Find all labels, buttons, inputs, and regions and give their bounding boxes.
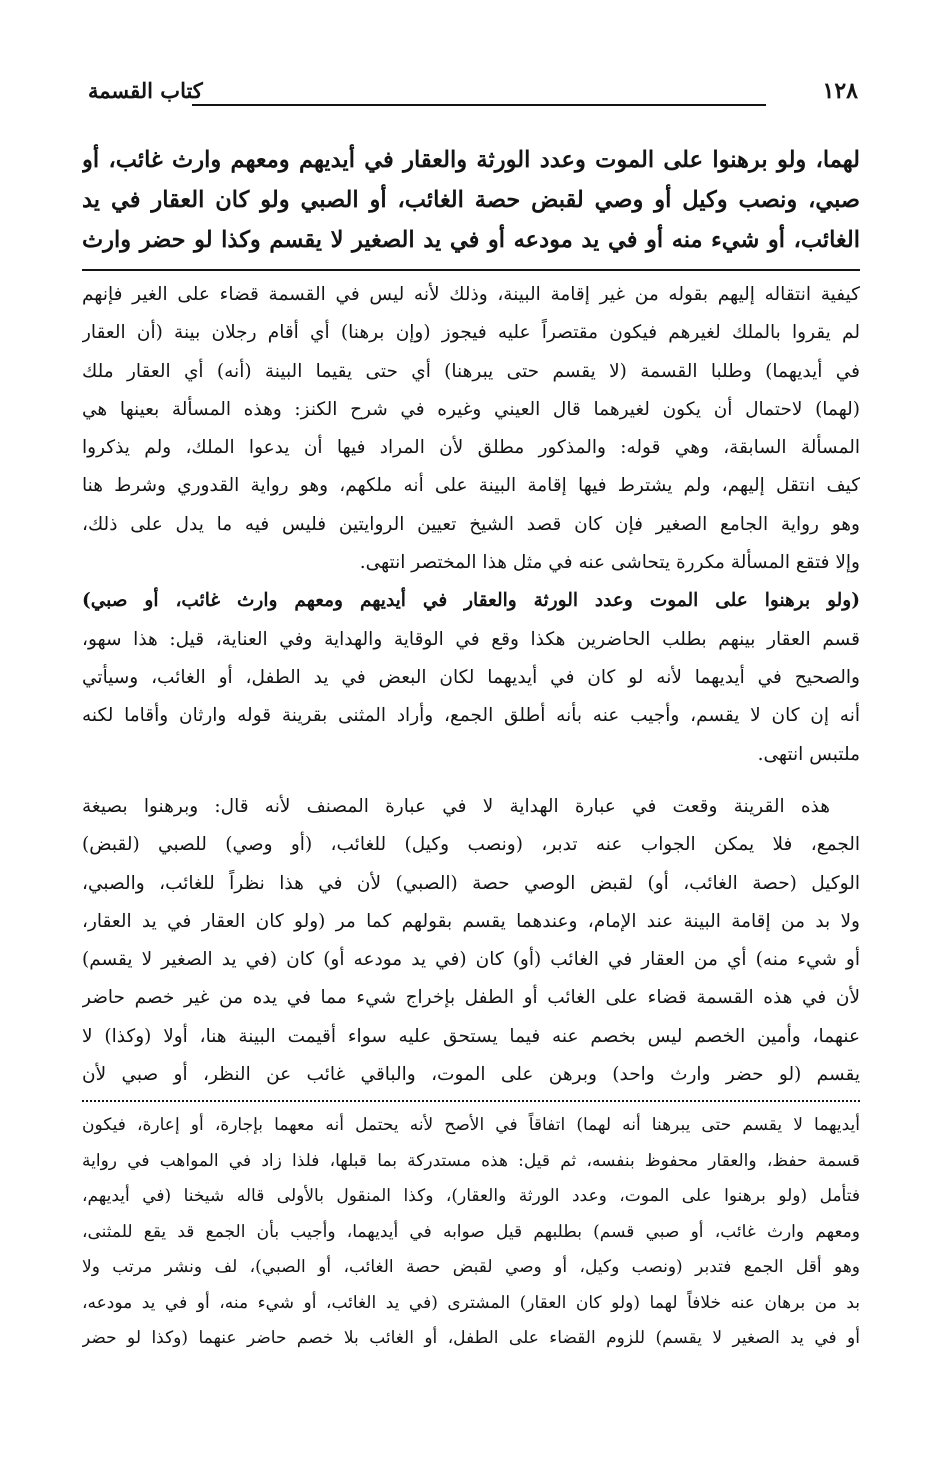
matn-line: لهما، ولو برهنوا على الموت وعدد الورثة والعقار في أيديهم ومعهم وارث غائب، أو <box>82 147 860 173</box>
commentary-line: الجمع، فلا يمكن الجواب عنه تدبر، (ونصب وكيل) للغائب، (أو وصي) للصبي (لقبض) <box>82 834 860 856</box>
commentary-line: كيف انتقل إليهم، ولم يشترط فيها إقامة البينة على أنه ملكهم، وهو رواية القدوري وشرط هنا <box>82 475 860 497</box>
commentary-line: أنه إن كان لا يقسم، وأجيب عنه بأنه أطلق الجمع، وأراد المثنى بقرينة قوله وارثان وأقاما لكنه <box>82 705 860 727</box>
commentary-line: أيديهما لا يقسم حتى يبرهنا أنه لهما) اتفاقاً في الأصح لأنه يحتمل أنه معهما بإجارة، أو إعارة، فيكون <box>82 1115 860 1135</box>
commentary-line: وهو رواية الجامع الصغير فإن كان قصد الشيخ تعيين الروايتين فليس فيه ما يدل على ذلك، <box>82 513 860 535</box>
commentary-line: قسمة حفظ، والعقار محفوظ بنفسه، ثم قيل: هذه مستدركة بما قبلها، فلذا زاد في المواهب في رواية <box>82 1150 860 1171</box>
commentary-line: عنهما، وأمين الخصم ليس بخصم عنه فيما يستحق عليه سواء أقيمت البينة هنا، أولا (وكذا) لا <box>82 1025 860 1047</box>
commentary-line: الوكيل (حصة الغائب، أو) لقبض الوصي حصة (الصبي) لأن في هذا نظراً للغائب، والصبي، <box>82 872 860 894</box>
commentary-line: أو شيء منه) أي من العقار في الغائب (أو) كان (في يد مودعه أو) كان (في يد الصغير لا يقسم) <box>82 949 860 971</box>
commentary-first <box>82 276 860 774</box>
dotted-separator <box>82 1100 860 1102</box>
commentary-line: (ولو برهنوا على الموت وعدد الورثة والعقار في أيديهم ومعهم وارث غائب، أو صبي) <box>82 590 860 612</box>
commentary-line: لم يقروا بالملك لغيرهم فيكون مقتصراً عليه فيجوز (وإن برهنا) أي أقام رجلان بينة (أن العقار <box>82 322 860 344</box>
commentary-third <box>82 1108 860 1357</box>
commentary-line: لأن في هذه القسمة قضاء على الغائب أو الطفل بإخراج شيء مما في يده من غير خصم حاضر <box>82 987 860 1009</box>
book-title: كتاب القسمة <box>88 78 203 103</box>
commentary-line: وهو أقل الجمع فتدبر (ونصب وكيل، أو وصي لقبض حصة الغائب، أو الصبي)، لف ونشر مرتب ولا <box>82 1257 860 1277</box>
commentary-line: ولا بد من إقامة البينة عند الإمام، وعندهما يقسم بقولهم كما مر (ولو كان العقار في يد العقار، <box>82 910 860 932</box>
matn-text <box>82 140 860 260</box>
matn-line: صبي، ونصب وكيل أو وصي لقبض حصة الغائب، أو الصبي ولو كان العقار في يد <box>82 187 860 213</box>
commentary-line: قسم العقار بينهم بطلب الحاضرين هكذا وقع في الوقاية والهداية وفي العناية، قيل: هذا سهو، <box>82 628 860 650</box>
commentary-line: والصحيح في أيديهما لأنه لو كان في أيديهما لكان البعض في يد الطفل، أو الغائب، وسيأتي <box>82 666 860 688</box>
commentary-line: ومعهم وارث غائب، أو صبي قسم) بطلبهم قيل صوابه في أيديهما، وأجيب بأن الجمع قد يقع للمثنى، <box>82 1221 860 1242</box>
commentary-line: فتأمل (ولو برهنوا على الموت، وعدد الورثة والعقار)، وكذا المنقول بالأولى قاله شيخنا (في أيديهم، <box>82 1186 860 1206</box>
matn-line: الغائب، أو شيء منه أو في يد مودعه أو في يد الصغير لا يقسم وكذا لو حضر وارث <box>82 227 860 253</box>
commentary-line: بد من برهان عنه خلافاً لهما (ولو كان العقار) المشترى (في يد الغائب، أو شيء منه، أو في يد مودعه، <box>82 1292 860 1313</box>
commentary-line: كيفية انتقاله إليهم بقوله من غير إقامة البينة، وذلك لأنه ليس في القسمة قضاء على الغير فإنهم <box>82 284 860 305</box>
commentary-line: (لهما) لاحتمال أن يكون لغيرهما قال العيني وغيره في شرح الكنز: وهذه المسألة بعينها هي <box>82 398 860 420</box>
commentary-line: المسألة السابقة، وهي قوله: والمذكور مطلق لأن المراد فيها أن يدعوا الملك، ولم يذكروا <box>82 437 860 459</box>
commentary-line: هذه القرينة وقعت في عبارة الهداية لا في عبارة المصنف لأنه قال: وبرهنوا بصيغة <box>82 796 830 817</box>
page-header <box>88 78 858 118</box>
header-rule <box>192 104 766 106</box>
commentary-line: أو في يد الصغير لا يقسم) للزوم القضاء على الطفل، أو الغائب بلا خصم حاضر عنهما (وكذا لو حضر <box>82 1328 860 1348</box>
commentary-second <box>82 788 860 1094</box>
matn-separator-rule <box>82 269 860 271</box>
commentary-line: في أيديهما) وطلبا القسمة (لا يقسم حتى يبرهنا) أي حتى يقيما البينة (أنه) أي العقار ملك <box>82 360 860 382</box>
commentary-line: وإلا فتقع المسألة مكررة يتحاشى عنه في مثل هذا المختصر انتهى. <box>359 552 860 574</box>
commentary-line: يقسم (لو حضر وارث واحد) وبرهن على الموت، والباقي غائب عن النظر، أو صبي لأن <box>82 1064 860 1086</box>
commentary-line: ملتبس انتهى. <box>757 743 860 765</box>
page-number: ١٢٨ <box>822 78 858 104</box>
